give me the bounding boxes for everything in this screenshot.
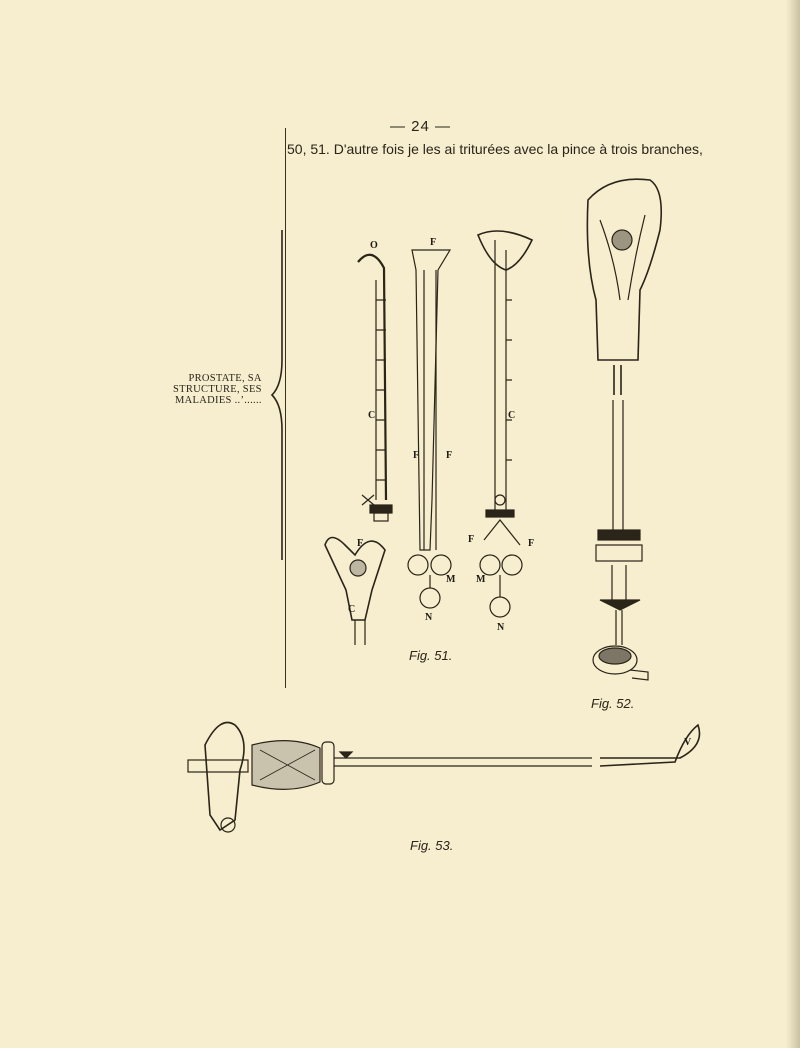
fig51-curved-sound [358, 255, 392, 521]
label-m-right: M [476, 574, 486, 585]
label-c-left: C [368, 410, 376, 421]
label-f-left: F [413, 450, 420, 461]
margin-note-line-3: MALADIES ..’...... [175, 395, 262, 406]
page-number: — 24 — [390, 118, 452, 135]
fig51-long-forceps [408, 250, 451, 608]
label-o: O [370, 240, 378, 251]
label-f-top: F [430, 237, 437, 248]
label-f-right: F [446, 450, 453, 461]
fig53-horizontal-lithotrite [188, 723, 700, 833]
label-n-left: N [425, 612, 433, 623]
fig51-lithotrite [478, 231, 535, 617]
label-f-jaw-right: F [528, 538, 535, 549]
margin-note-line-1: PROSTATE, SA [188, 373, 262, 384]
margin-note-line-2: STRUCTURE, SES [173, 384, 262, 395]
label-c-detail: C [348, 604, 356, 615]
fig52-caption: Fig. 52. [591, 696, 635, 711]
label-f-detail: F [357, 538, 364, 549]
fig51-jaw-detail [325, 538, 385, 646]
label-f-jaw-left: F [468, 534, 475, 545]
fig53-caption: Fig. 53. [410, 838, 454, 853]
body-text-line: 50, 51. D'autre fois je les ai triturées avec la pince à trois branches, [287, 141, 703, 157]
label-m-left: M [446, 574, 456, 585]
label-n-right: N [497, 622, 505, 633]
label-c-right: C [508, 410, 516, 421]
fig52-anatomical-section [587, 179, 661, 680]
margin-brace [272, 230, 282, 560]
fig51-caption: Fig. 51. [409, 648, 453, 663]
label-v: V [684, 737, 692, 748]
